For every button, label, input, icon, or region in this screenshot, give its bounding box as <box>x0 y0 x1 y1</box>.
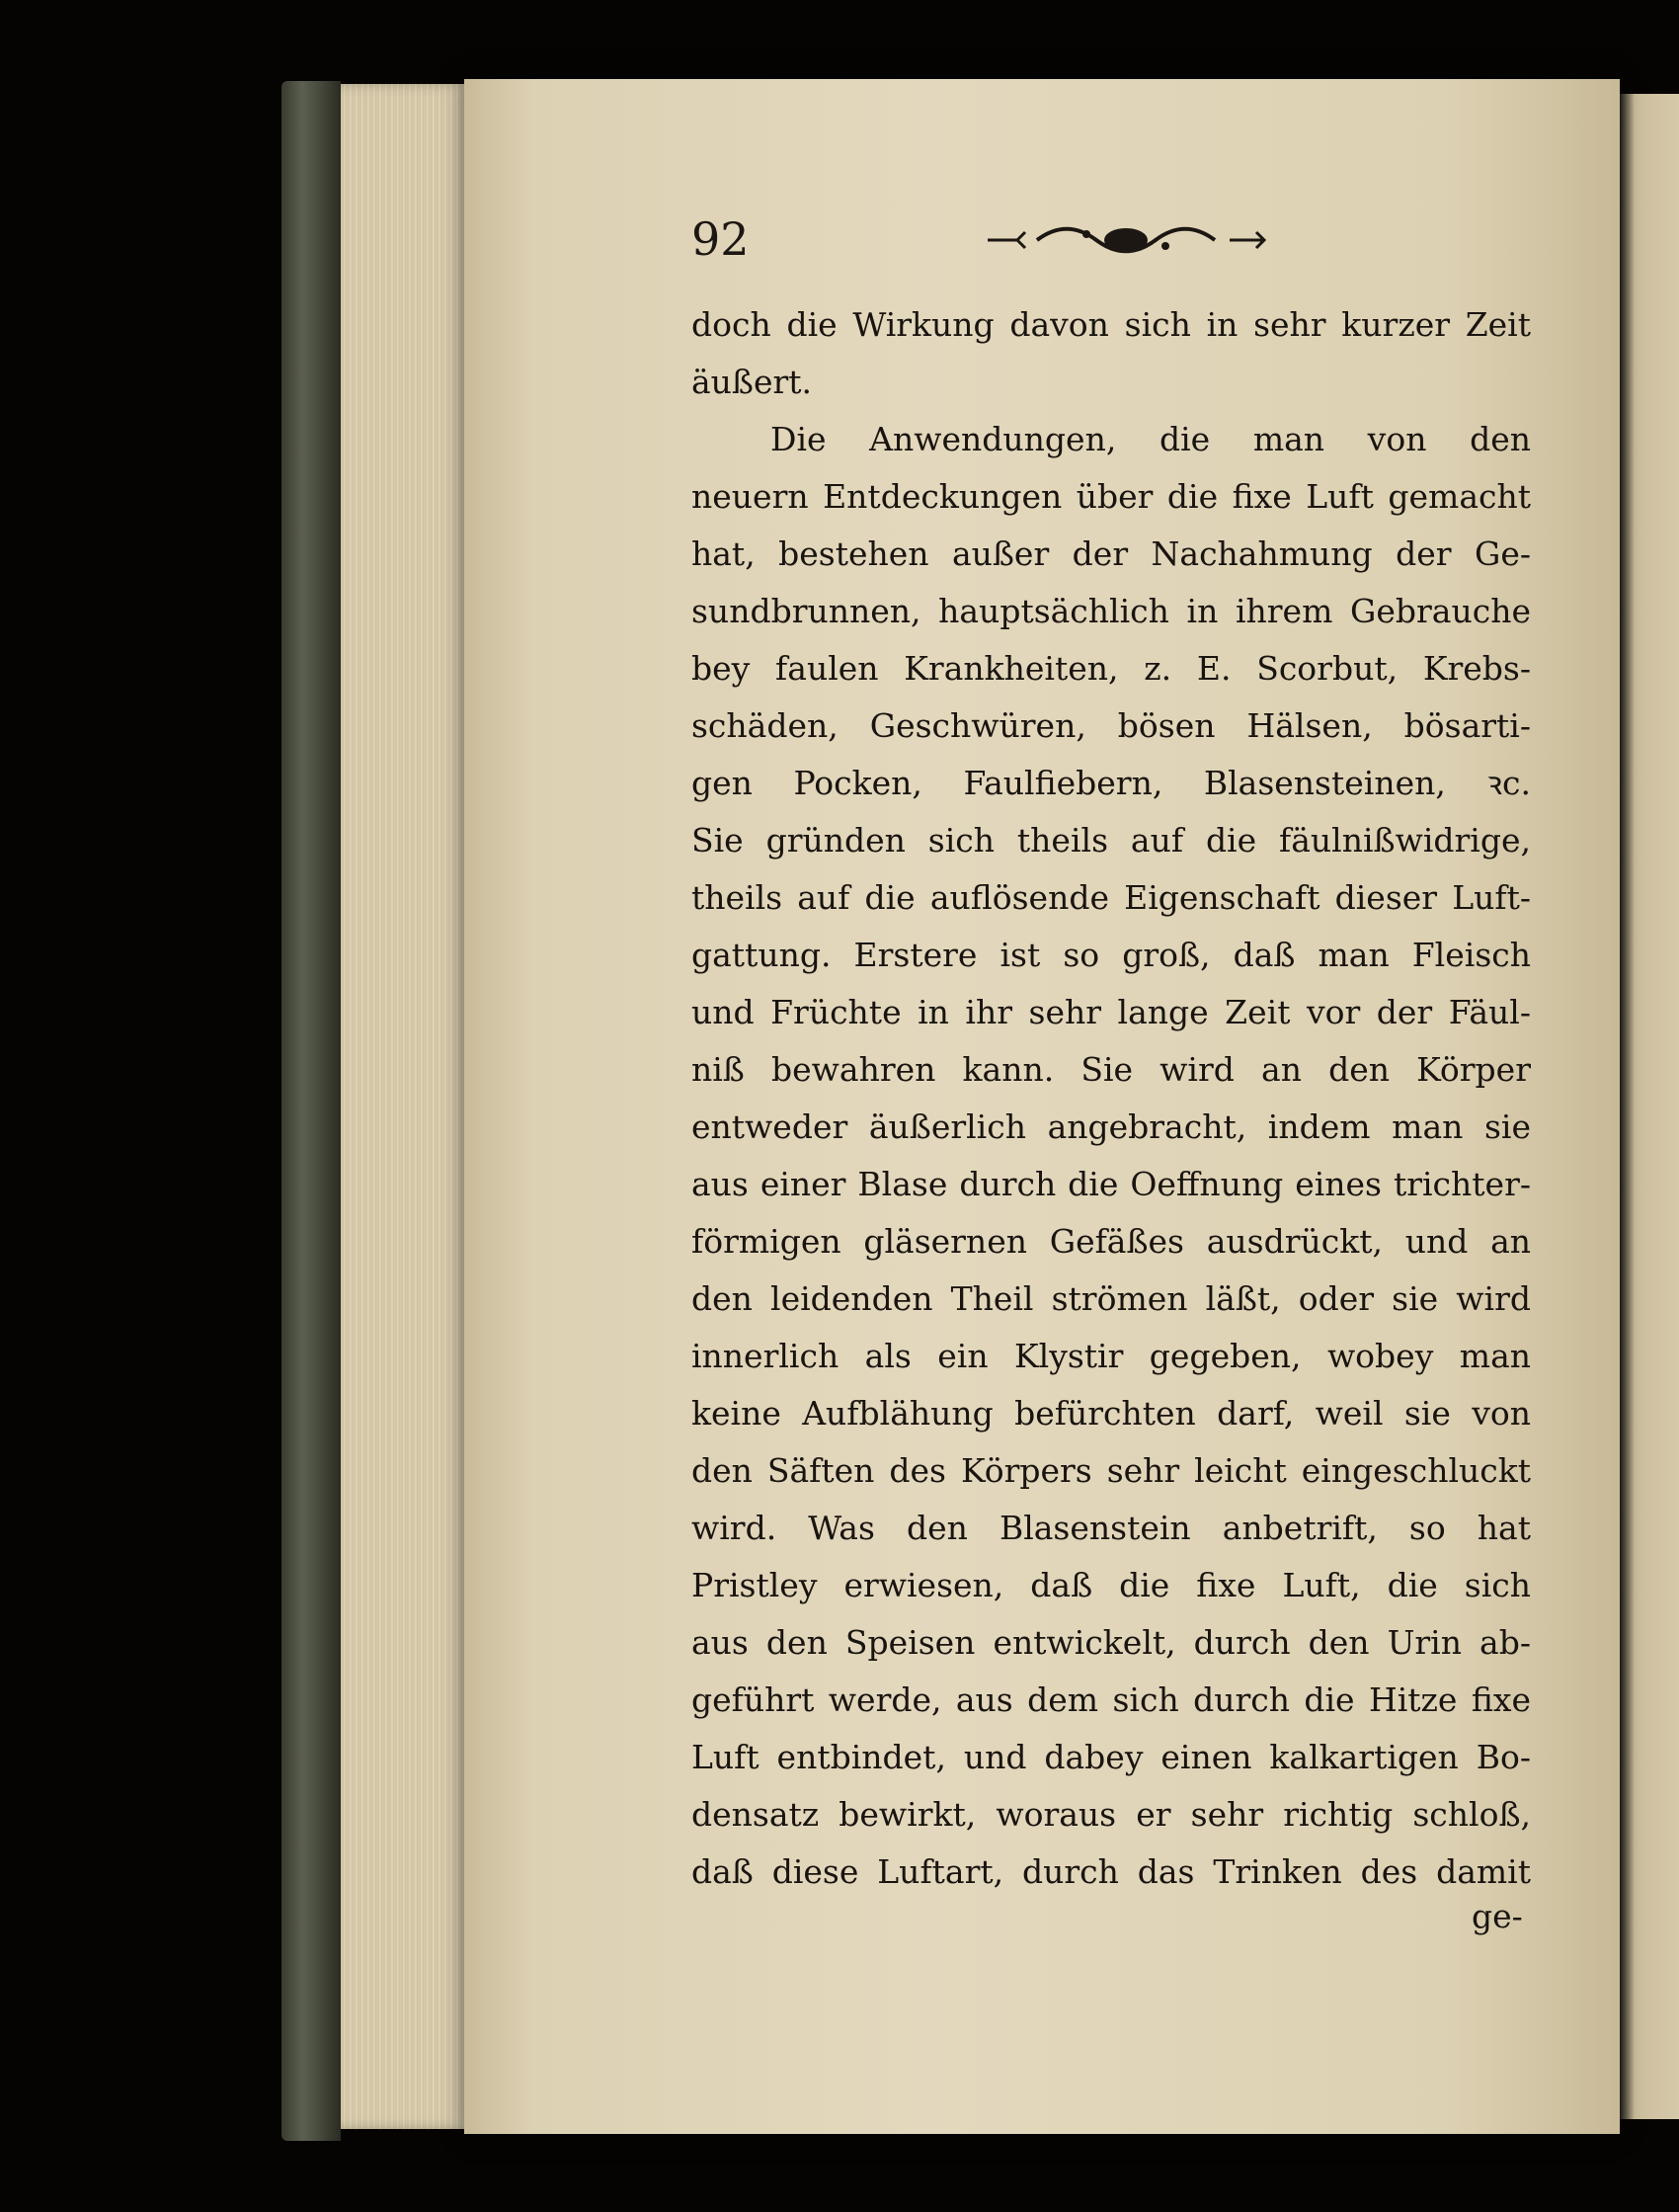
facing-page-edge <box>1620 94 1679 2119</box>
text-line: gattung. Erstere ist so groß, daß man Fleisch <box>691 936 1531 974</box>
ornament-icon <box>978 220 1274 260</box>
text-line: keine Aufblähung befürchten darf, weil sie von <box>691 1394 1531 1433</box>
text-line: Luft entbindet, und dabey einen kalkartigen Bo- <box>691 1738 1531 1776</box>
page-number: 92 <box>691 212 750 266</box>
text-line: hat, bestehen außer der Nachahmung der Ge- <box>691 534 1531 573</box>
text-line: sundbrunnen, hauptsächlich in ihrem Gebrauche <box>691 592 1531 630</box>
body-text <box>691 296 1531 1966</box>
text-line: niß bewahren kann. Sie wird an den Körper <box>691 1050 1531 1089</box>
text-line: aus den Speisen entwickelt, durch den Urin ab- <box>691 1623 1531 1662</box>
text-line: theils auf die auflösende Eigenschaft dieser Luft- <box>691 878 1531 917</box>
text-line: wird. Was den Blasenstein anbetrift, so hat <box>691 1509 1531 1547</box>
text-line: bey faulen Krankheiten, z. E. Scorbut, Krebs- <box>691 649 1531 688</box>
text-line: geführt werde, aus dem sich durch die Hitze fixe <box>691 1680 1531 1719</box>
text-line: gen Pocken, Faulfiebern, Blasensteinen, ꝛc. <box>691 764 1531 802</box>
text-line: Pristley erwiesen, daß die fixe Luft, die sich <box>691 1566 1531 1604</box>
text-line: entweder äußerlich angebracht, indem man sie <box>691 1107 1531 1146</box>
text-line: den leidenden Theil strömen läßt, oder sie wird <box>691 1279 1531 1318</box>
text-line: densatz bewirkt, woraus er sehr richtig schloß, <box>691 1795 1531 1834</box>
text-line: neuern Entdeckungen über die fixe Luft gemacht <box>691 477 1531 516</box>
text-line: äußert. <box>691 363 813 401</box>
text-line: und Früchte in ihr sehr lange Zeit vor der Fäul- <box>691 993 1531 1031</box>
text-line: innerlich als ein Klystir gegeben, wobey man <box>691 1337 1531 1375</box>
text-line: aus einer Blase durch die Oeffnung eines trichter- <box>691 1165 1531 1203</box>
book-cover <box>281 81 341 2141</box>
text-line: den Säften des Körpers sehr leicht eingeschluckt <box>691 1451 1531 1490</box>
text-line: schäden, Geschwüren, bösen Hälsen, bösarti- <box>691 706 1531 745</box>
text-line: Die Anwendungen, die man von den <box>770 420 1531 458</box>
text-line: doch die Wirkung davon sich in sehr kurzer Zeit <box>691 305 1531 344</box>
catchword: ge- <box>1472 1897 1523 1935</box>
page-edges <box>341 84 479 2129</box>
text-line: daß diese Luftart, durch das Trinken des damit <box>691 1852 1531 1891</box>
text-line: Sie gründen sich theils auf die fäulnißwidrige, <box>691 821 1531 860</box>
text-line: förmigen gläsernen Gefäßes ausdrückt, und an <box>691 1222 1531 1261</box>
page-header <box>691 212 1541 272</box>
